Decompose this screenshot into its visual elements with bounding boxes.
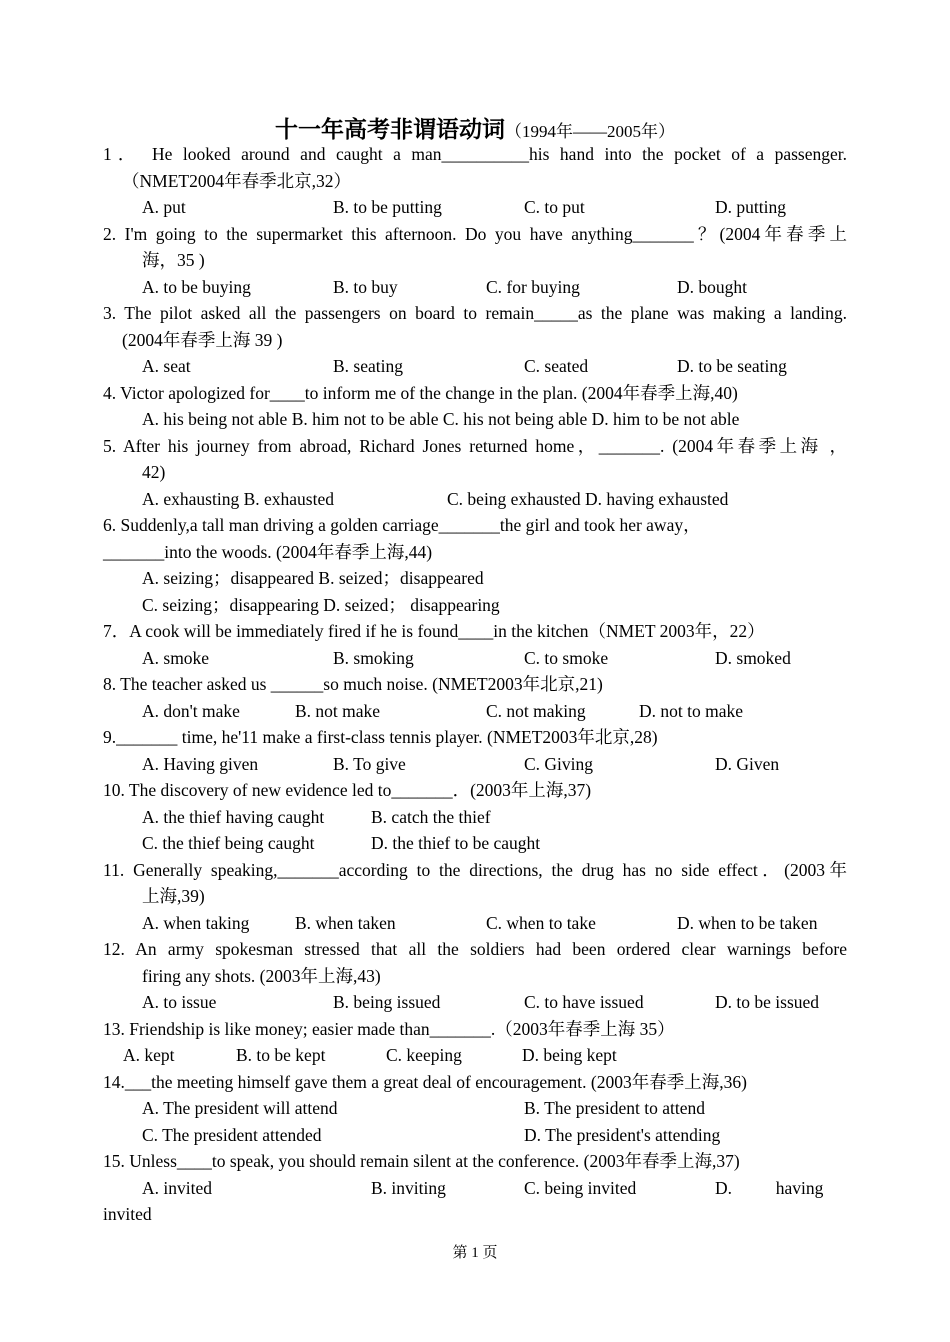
question-6-options-cd (103, 592, 847, 619)
option-a: A. put (142, 197, 186, 217)
option-d: D. Given (715, 753, 780, 774)
option-a: A. the thief having caught (142, 806, 325, 827)
option-a: A. don't make (142, 700, 240, 721)
option-d: D. to be seating (677, 356, 787, 376)
option-b: B. seating (333, 356, 403, 376)
option-d: D. putting (715, 197, 786, 217)
option-a: A. to be buying (142, 276, 251, 297)
option-c: C. not making (486, 700, 586, 721)
question-10-text: 10. The discovery of new evidence led to_______．(2003年上海,37) (103, 780, 592, 800)
option-c: C. when to take (486, 912, 596, 933)
question-14-options-ab (103, 1095, 847, 1122)
question-3-text: 3. The pilot asked all the passengers on board to remain_____as the plane was making a landing. (103, 303, 847, 323)
option-d: D. smoked (715, 647, 791, 668)
title-sub: （1994年——2005年） (505, 122, 675, 141)
option-b: B. to buy (333, 276, 398, 297)
question-15-options-cont: invited (103, 1204, 152, 1224)
question-7-text: 7．A cook will be immediately fired if he is found____in the kitchen（NMET 2003年，22） (103, 621, 765, 641)
page-number: 第 1 页 (452, 1245, 498, 1261)
question-6-text-cont: _______into the woods. (2004年春季上海,44) (103, 541, 433, 562)
option-b: B. catch the thief (371, 806, 491, 827)
option-c: C. to put (524, 197, 585, 217)
question-3-source: (2004年春季上海 39 ) (122, 329, 283, 350)
option-d: D. not to make (639, 700, 744, 721)
option-c: C. The president attended (142, 1124, 322, 1145)
question-11-source: 上海,39) (142, 886, 205, 906)
option-b: B. smoking (333, 647, 414, 668)
question-15-text: 15. Unless____to speak, you should remain silent at the conference. (2003年春季上海,37) (103, 1151, 740, 1171)
question-11-text: 11. Generally speaking,_______according to the directions, the drug has no side effect．(2003年 (103, 859, 847, 880)
option-d: D. being kept (522, 1045, 617, 1065)
question-12-text: 12. An army spokesman stressed that all the soldiers had been ordered clear warnings before (103, 939, 847, 959)
question-1-source: （NMET2004年春季北京,32） (122, 170, 351, 191)
option-d: D. bought (677, 276, 747, 297)
option-b: B. inviting (371, 1177, 446, 1198)
option-a: A. The president will attend (142, 1098, 338, 1118)
question-2-options (103, 274, 847, 301)
question-5-source: 42) (142, 462, 166, 482)
question-4-options (103, 406, 847, 433)
option-cd: C. being exhausted D. having exhausted (447, 488, 729, 509)
option-c: C. seated (524, 356, 589, 376)
question-6-options-ab (103, 565, 847, 592)
option-c: C. for buying (486, 276, 580, 297)
option-d: D. when to be taken (677, 912, 818, 933)
option-b: B. To give (333, 753, 406, 774)
option-a: A. when taking (142, 912, 250, 933)
option-d: D. having (715, 1177, 824, 1198)
option-ab: A. exhausting B. exhausted (142, 488, 334, 509)
question-10-options-ab (103, 804, 847, 831)
option-b: B. not make (295, 700, 381, 721)
question-8-options (103, 698, 847, 725)
question-15-options (103, 1175, 847, 1202)
option-c: C. the thief being caught (142, 833, 315, 853)
option-b: B. The president to attend (524, 1098, 705, 1118)
option-c: C. being invited (524, 1177, 637, 1198)
question-1-options (103, 194, 847, 221)
option-cd: C. seizing；disappearing D. seized； disappearing (142, 594, 500, 615)
question-14-text: 14.___the meeting himself gave them a great deal of encouragement. (2003年春季上海,36) (103, 1071, 747, 1092)
option-b: B. to be kept (236, 1045, 326, 1065)
question-3-options (103, 353, 847, 380)
option-a: A. to issue (142, 992, 217, 1012)
option-d: D. the thief to be caught (371, 833, 541, 853)
question-1-text: 1． He looked around and caught a man__________his hand into the pocket of a passenger. (103, 144, 847, 164)
question-14-options-cd (103, 1122, 847, 1149)
question-5-options (103, 486, 847, 513)
question-2-text: 2. I'm going to the supermarket this afternoon. Do you have anything_______？(2004年春季上 (103, 223, 847, 244)
question-2-source: 海，35 ) (142, 250, 205, 270)
option-b: B. to be putting (333, 197, 442, 217)
question-9-text: 9._______ time, he'11 make a first-class tennis player. (NMET2003年北京,28) (103, 727, 658, 747)
option-a: A. invited (142, 1177, 212, 1198)
question-6-text: 6. Suddenly,a tall man driving a golden carriage_______the girl and took her away， (103, 515, 701, 535)
question-9-options (103, 751, 847, 778)
option-a: A. seat (142, 356, 191, 376)
question-11-options (103, 910, 847, 937)
question-8-text: 8. The teacher asked us ______so much noise. (NMET2003年北京,21) (103, 674, 603, 694)
question-13-text: 13. Friendship is like money; easier made than_______.（2003年春季上海 35） (103, 1018, 675, 1039)
option-c: C. to have issued (524, 992, 644, 1012)
question-12-options (103, 989, 847, 1016)
question-5-text: 5. After his journey from abroad, Richard Jones returned home，_______. (2004年春季上海 ， (103, 435, 847, 456)
question-7-options (103, 645, 847, 672)
option-c: C. Giving (524, 753, 594, 774)
option-a: A. smoke (142, 647, 210, 668)
option-d: D. The president's attending (524, 1124, 721, 1145)
question-13-options (103, 1042, 847, 1069)
option-a: A. Having given (142, 753, 259, 774)
option-c: C. keeping (386, 1045, 462, 1065)
option-d: D. to be issued (715, 992, 820, 1012)
question-4-text: 4. Victor apologized for____to inform me of the change in the plan. (2004年春季上海,40) (103, 382, 738, 403)
question-10-options-cd (103, 830, 847, 857)
option-b: B. when taken (295, 912, 396, 933)
title-main: 十一年高考非谓语动词 (275, 117, 505, 142)
options-row: A. his being not able B. him not to be able C. his not being able D. him to be not able (142, 409, 740, 429)
option-b: B. being issued (333, 992, 441, 1012)
question-12-text-cont: firing any shots. (2003年上海,43) (142, 965, 381, 986)
option-ab: A. seizing；disappeared B. seized；disappeared (142, 568, 484, 588)
option-a: A. kept (123, 1045, 175, 1065)
option-c: C. to smoke (524, 647, 609, 668)
